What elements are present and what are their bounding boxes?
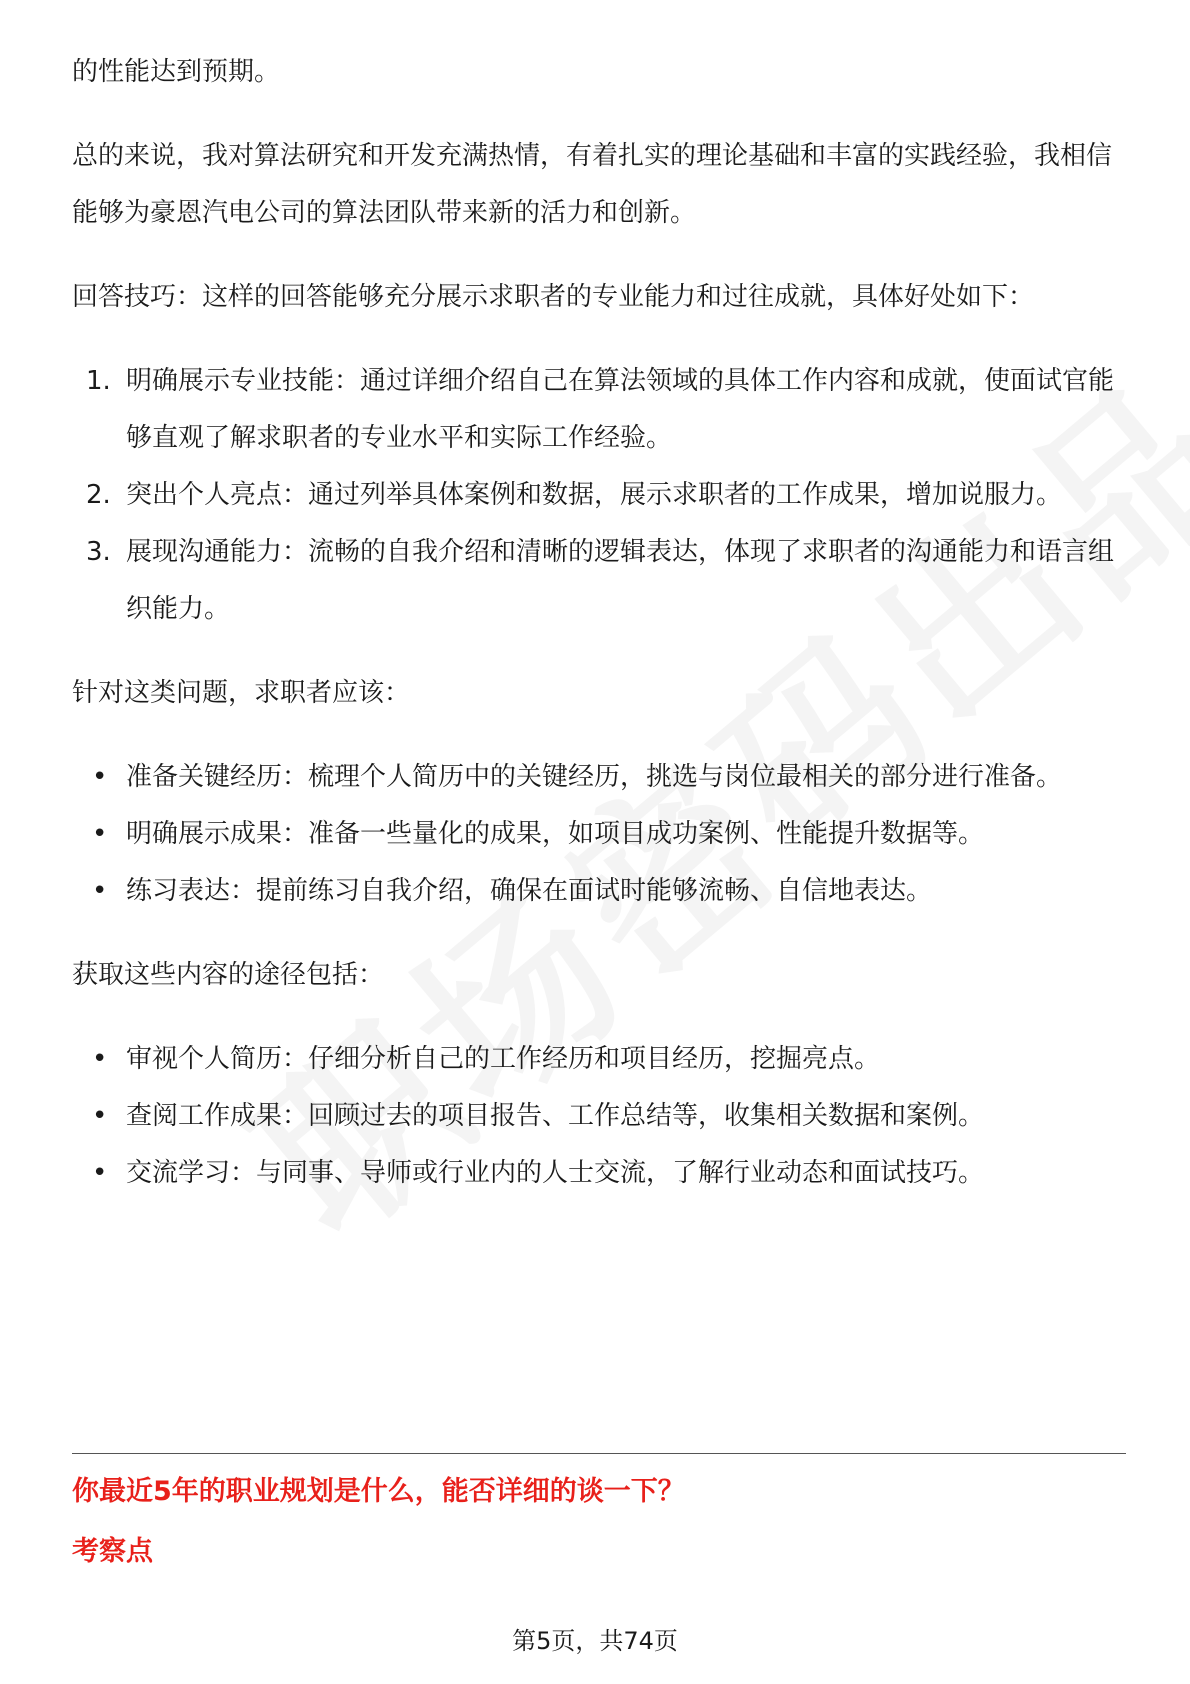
bullet-icon: •: [92, 1101, 108, 1131]
assessment-point-heading: 考察点: [72, 1536, 153, 1567]
paragraph-should-intro: 针对这类问题，求职者应该：: [72, 678, 411, 708]
list-item: [72, 749, 1118, 806]
list-number: 2.: [86, 480, 111, 510]
paragraph-continuation: 的性能达到预期。: [72, 57, 281, 87]
should-list: [72, 749, 1118, 920]
list-item: [72, 1031, 1118, 1088]
page-number: 第5页，共74页: [512, 1627, 678, 1655]
benefits-list: [72, 353, 1118, 638]
question-heading: 你最近5年的职业规划是什么，能否详细的谈一下？: [72, 1476, 685, 1507]
bullet-icon: •: [92, 762, 108, 792]
bullet-icon: •: [92, 1044, 108, 1074]
list-item: [72, 1145, 1118, 1202]
section-divider: [72, 1453, 1126, 1454]
list-item: [72, 524, 1118, 638]
list-item-text: 突出个人亮点：通过列举具体案例和数据，展示求职者的工作成果，增加说服力。: [126, 480, 1063, 510]
page-content: [72, 44, 1118, 1229]
list-item: [72, 806, 1118, 863]
list-item-text: 查阅工作成果：回顾过去的项目报告、工作总结等，收集相关数据和案例。: [126, 1101, 985, 1131]
list-number: 3.: [86, 537, 111, 567]
list-item: [72, 863, 1118, 920]
list-item-text: 审视个人简历：仔细分析自己的工作经历和项目经历，挖掘亮点。: [126, 1044, 881, 1074]
list-item: [72, 1088, 1118, 1145]
list-item-text: 交流学习：与同事、导师或行业内的人士交流，了解行业动态和面试技巧。: [126, 1158, 985, 1188]
list-item: [72, 353, 1118, 467]
bullet-icon: •: [92, 1158, 108, 1188]
list-item: [72, 467, 1118, 524]
paragraph-ways-intro: 获取这些内容的途径包括：: [72, 960, 385, 990]
list-item-text: 明确展示专业技能：通过详细介绍自己在算法领域的具体工作内容和成就，使面试官能够直观了解求职者的专业水平和实际工作经验。: [126, 366, 1115, 453]
list-item-text: 明确展示成果：准备一些量化的成果，如项目成功案例、性能提升数据等。: [126, 819, 985, 849]
list-item-text: 展现沟通能力：流畅的自我介绍和清晰的逻辑表达，体现了求职者的沟通能力和语言组织能力。: [126, 537, 1115, 624]
paragraph-summary: 总的来说，我对算法研究和开发充满热情，有着扎实的理论基础和丰富的实践经验，我相信能够为豪恩汽电公司的算法团队带来新的活力和创新。: [72, 141, 1113, 228]
list-item-text: 练习表达：提前练习自我介绍，确保在面试时能够流畅、自信地表达。: [126, 876, 933, 906]
list-item-text: 准备关键经历：梳理个人简历中的关键经历，挑选与岗位最相关的部分进行准备。: [126, 762, 1063, 792]
bullet-icon: •: [92, 876, 108, 906]
paragraph-answer-tips: 回答技巧：这样的回答能够充分展示求职者的专业能力和过往成就，具体好处如下：: [72, 282, 1035, 312]
ways-list: [72, 1031, 1118, 1202]
bullet-icon: •: [92, 819, 108, 849]
list-number: 1.: [86, 366, 111, 396]
